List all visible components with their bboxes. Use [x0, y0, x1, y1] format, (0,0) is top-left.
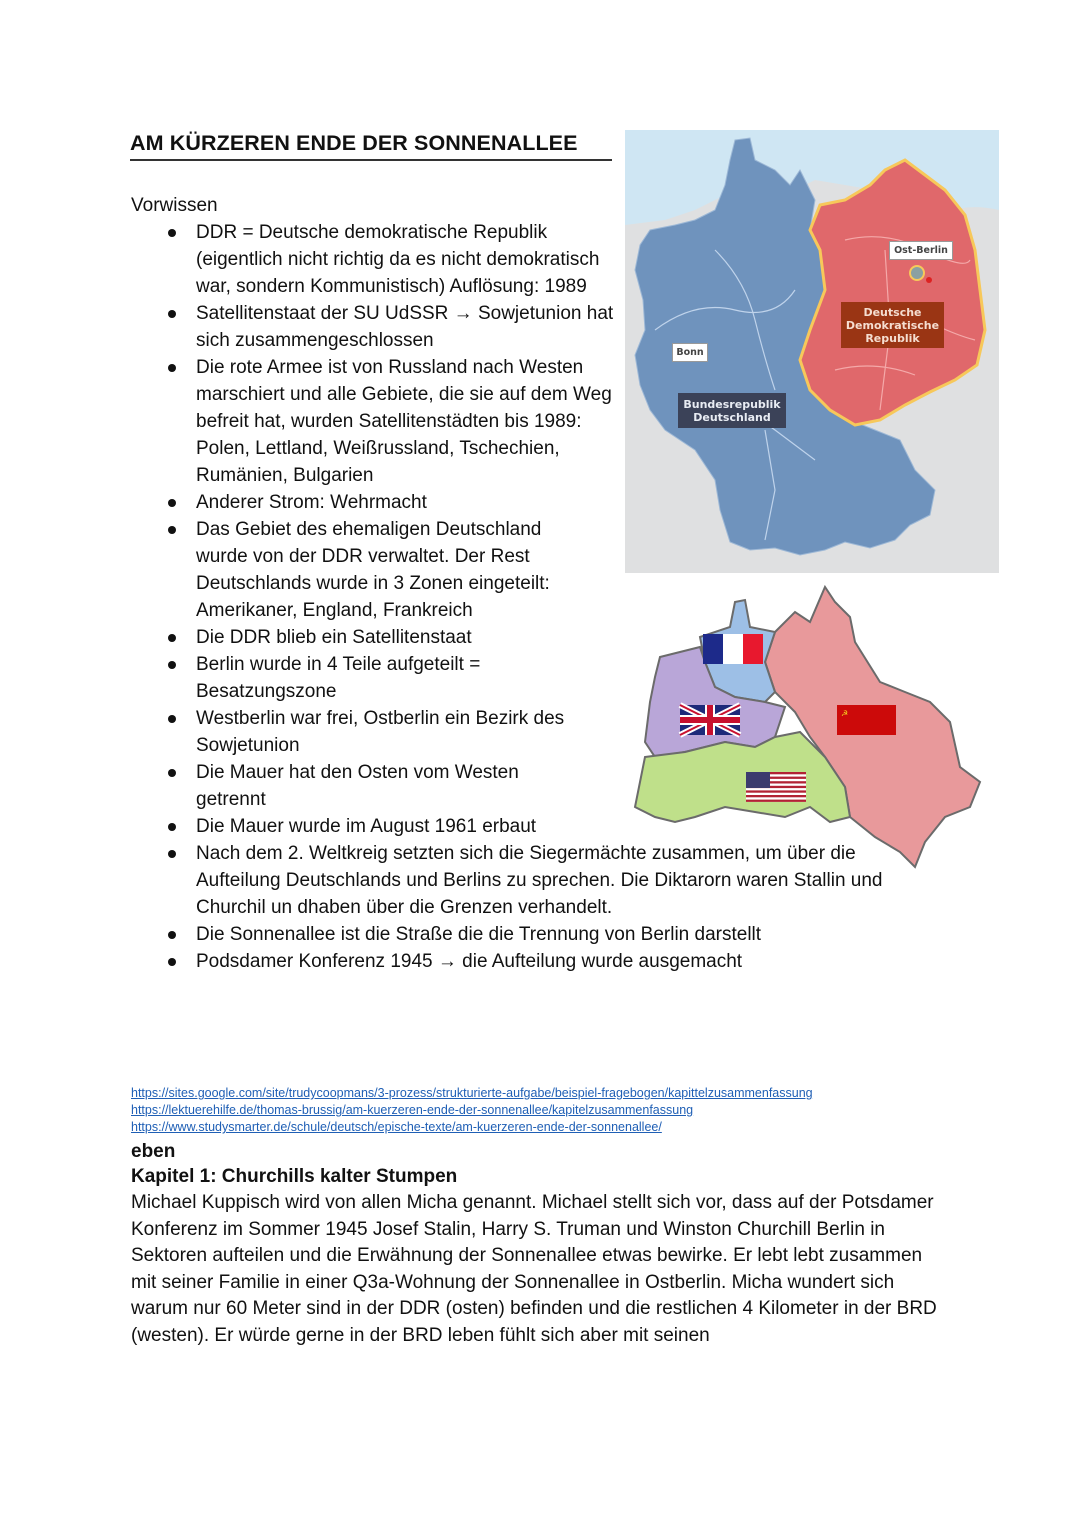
bullet-icon	[168, 229, 176, 237]
uk-flag-icon	[680, 705, 740, 735]
ost-berlin-label: Ost-Berlin	[889, 241, 953, 260]
bullet-icon	[168, 769, 176, 777]
list-item: Die Mauer wurde im August 1961 erbaut	[160, 813, 616, 840]
chapter-body: Michael Kuppisch wird von allen Micha genannt. Michael stellt sich vor, dass auf der Potsdamer Konferenz im Sommer 1945 Josef Stalin, Harry S. Truman und Winston Churchill Berlin in Sektoren aufteilen und die Erwähnung der Sonnenallee etwas bewirke. Er lebt lebt zusammen mit seiner Familie in einer Q3a-Wohnung der Sonnenallee in Ostberlin. Micha wundert sich warum nur 60 Meter sind in der DDR (osten) befinden und die restlichen 4 Kilometer in der BRD (westen). Er würde gerne in der BRD leben fühlt sich aber mit seinen	[131, 1192, 937, 1346]
svg-text:☭: ☭	[841, 709, 849, 718]
ddr-label-line1: Deutsche	[863, 306, 922, 319]
bullet-icon	[168, 661, 176, 669]
list-item: Die rote Armee ist von Russland nach Westen marschiert und alle Gebiete, die sie auf dem Weg befreit hat, wurden Satellitenstädten bis 1989: Polen, Lettland, Weißrussland, Tschechien, Rumänien, Bulgarien	[160, 354, 616, 489]
source-link[interactable]: https://sites.google.com/site/trudycoopmans/3-prozess/strukturierte-aufgabe/beispiel-fragebogen/kapittelzusammenfassung	[131, 1086, 813, 1100]
bullet-icon	[168, 931, 176, 939]
bullet-icon	[168, 526, 176, 534]
brd-label-line2: Deutschland	[693, 411, 771, 424]
source-link[interactable]: https://www.studysmarter.de/schule/deutsch/epische-texte/am-kuerzeren-ende-der-sonnenallee/	[131, 1120, 662, 1134]
list-item: Die DDR blieb ein Satellitenstaat	[160, 624, 616, 651]
bullet-icon	[168, 364, 176, 372]
list-item: Satellitenstaat der SU UdSSR → Sowjetunion hat sich zusammengeschlossen	[160, 300, 616, 354]
bullet-icon	[168, 850, 176, 858]
eben-text: eben	[131, 1141, 176, 1162]
bullet-icon	[168, 715, 176, 723]
bullet-icon	[168, 634, 176, 642]
section-label-vorwissen: Vorwissen	[131, 195, 218, 216]
list-item: Berlin wurde in 4 Teile aufgeteilt = Besatzungszone	[160, 651, 541, 705]
bullet-icon	[168, 310, 176, 318]
list-item: Westberlin war frei, Ostberlin ein Bezirk des Sowjetunion	[160, 705, 616, 759]
list-item: Das Gebiet des ehemaligen Deutschland wurde von der DDR verwaltet. Der Rest Deutschlands wurde in 3 Zonen eingeteilt: Amerikaner, England, Frankreich	[160, 516, 581, 624]
list-item: DDR = Deutsche demokratische Republik (eigentlich nicht richtig da es nicht demokratisch war, sondern Kommunistisch) Auflösung: 1989	[160, 219, 616, 300]
list-item: Die Sonnenallee ist die Straße die die Trennung von Berlin darstellt	[160, 921, 916, 948]
source-links	[131, 1085, 813, 1136]
list-item: Podsdamer Konferenz 1945 → die Aufteilung wurde ausgemacht	[160, 948, 916, 975]
ddr-label-line2: Demokratische	[845, 319, 940, 332]
berlin-sectors-graphic	[625, 582, 987, 878]
list-item: Nach dem 2. Weltkreig setzten sich die Siegermächte zusammen, um über die Aufteilung Deutschlands und Berlins zu sprechen. Die Diktarorn waren Stallin und Churchil un dhaben über die Grenzen verhandelt.	[160, 840, 916, 921]
bullet-icon	[168, 823, 176, 831]
source-link[interactable]: https://lektuerehilfe.de/thomas-brussig/am-kuerzeren-ende-der-sonnenallee/kapitelzusammenfassung	[131, 1103, 694, 1117]
list-item: Anderer Strom: Wehrmacht	[160, 489, 616, 516]
us-flag-icon	[746, 772, 806, 802]
bullet-icon	[168, 958, 176, 966]
bullet-icon	[168, 499, 176, 507]
berlin-sectors-map	[625, 582, 987, 878]
france-flag-icon	[703, 634, 763, 664]
ussr-flag-icon	[837, 705, 896, 735]
page-title: AM KÜRZEREN ENDE DER SONNENALLEE	[130, 131, 612, 161]
germany-division-map	[625, 130, 999, 573]
brd-label-line1: Bundesrepublik	[683, 398, 781, 411]
chapter-title: Kapitel 1: Churchills kalter Stumpen	[131, 1166, 458, 1187]
ddr-label-line3: Republik	[865, 332, 920, 345]
list-item: Die Mauer hat den Osten vom Westen getrennt	[160, 759, 581, 813]
bonn-label: Bonn	[672, 343, 708, 362]
